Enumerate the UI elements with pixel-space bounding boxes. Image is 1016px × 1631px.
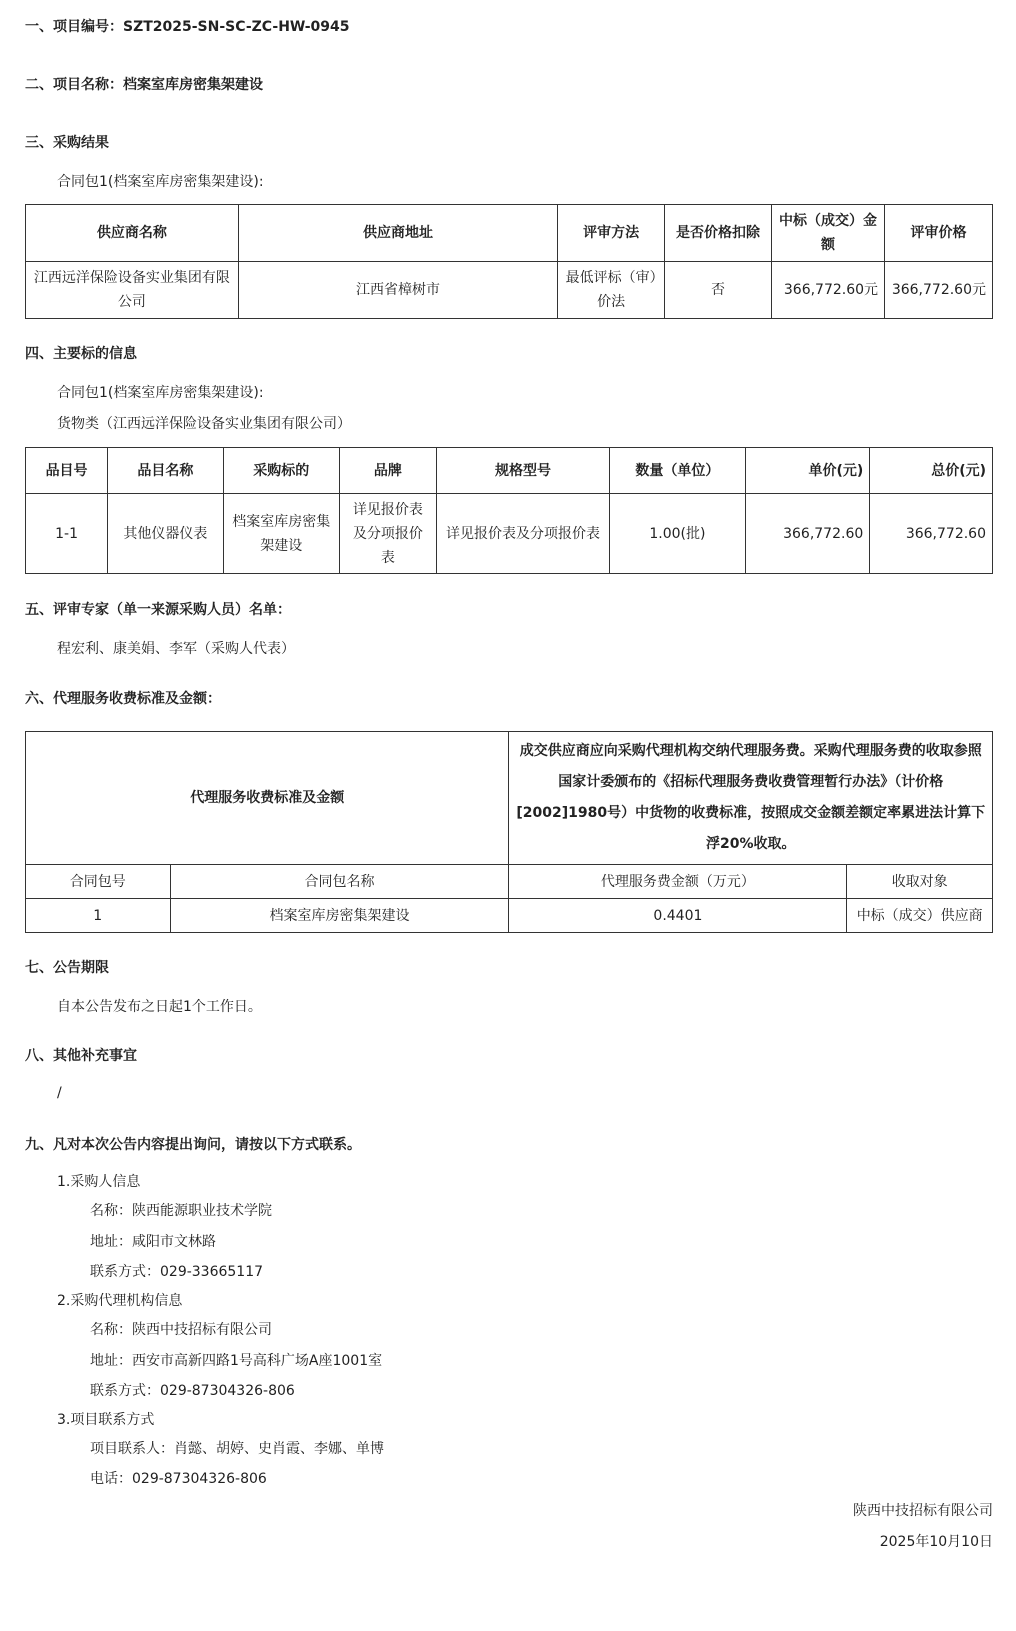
agent-phone: 联系方式：029-87304326-806 — [90, 1383, 295, 1399]
header-cell: 品牌 — [340, 448, 437, 494]
header-cell: 是否价格扣除 — [665, 205, 772, 262]
fee-payer: 中标（成交）供应商 — [847, 899, 993, 933]
item-unit-price: 366,772.60 — [745, 494, 870, 574]
agent-address: 地址：西安市高新四路1号高科广场A座1001室 — [90, 1353, 383, 1369]
buyer-info-title: 1.采购人信息 — [57, 1174, 141, 1190]
footer-company: 陕西中技招标有限公司 — [853, 1503, 993, 1519]
item-brand: 详见报价表及分项报价表 — [340, 494, 437, 574]
header-cell: 评审价格 — [885, 205, 993, 262]
table-row — [26, 899, 993, 933]
notice-period-text: 自本公告发布之日起1个工作日。 — [57, 999, 262, 1015]
header-cell: 供应商名称 — [26, 205, 239, 262]
section-other-matters-title: 八、其他补充事宜 — [25, 1048, 137, 1064]
section-contact-title: 九、凡对本次公告内容提出询问，请按以下方式联系。 — [25, 1137, 361, 1153]
item-subject: 档案室库房密集架建设 — [223, 494, 339, 574]
table-row — [26, 494, 993, 574]
table-header-row — [26, 448, 993, 494]
agent-name: 名称：陕西中技招标有限公司 — [90, 1322, 272, 1338]
header-cell: 规格型号 — [436, 448, 610, 494]
agency-fee-table — [25, 731, 993, 933]
project-contacts: 项目联系人：肖懿、胡婷、史肖霞、李娜、单博 — [90, 1441, 384, 1457]
item-quantity: 1.00(批) — [610, 494, 745, 574]
header-cell: 供应商地址 — [238, 205, 558, 262]
project-name: 二、项目名称：档案室库房密集架建设 — [25, 77, 263, 93]
review-price: 366,772.60元 — [885, 262, 993, 319]
header-cell: 合同包号 — [26, 865, 171, 899]
header-cell: 收取对象 — [847, 865, 993, 899]
section-main-items-title: 四、主要标的信息 — [25, 346, 137, 362]
header-cell: 数量（单位） — [610, 448, 745, 494]
review-method: 最低评标（审）价法 — [558, 262, 665, 319]
section-notice-period-title: 七、公告期限 — [25, 960, 109, 976]
project-contact-title: 3.项目联系方式 — [57, 1412, 155, 1428]
section-procurement-result-title: 三、采购结果 — [25, 135, 109, 151]
header-cell: 中标（成交）金额 — [771, 205, 884, 262]
item-total-price: 366,772.60 — [870, 494, 993, 574]
table-row — [26, 262, 993, 319]
supplier-name: 江西远洋保险设备实业集团有限公司 — [26, 262, 239, 319]
section-experts-title: 五、评审专家（单一来源采购人员）名单： — [25, 602, 291, 618]
result-table — [25, 204, 993, 319]
buyer-address: 地址：咸阳市文林路 — [90, 1234, 216, 1250]
header-cell: 总价(元) — [870, 448, 993, 494]
buyer-name: 名称：陕西能源职业技术学院 — [90, 1203, 272, 1219]
project-number: 一、项目编号：SZT2025-SN-SC-ZC-HW-0945 — [25, 19, 350, 35]
package-number: 1 — [26, 899, 171, 933]
other-matters-text: / — [57, 1085, 62, 1101]
header-cell: 代理服务费金额（万元） — [509, 865, 847, 899]
header-cell: 品目号 — [26, 448, 108, 494]
price-deduction: 否 — [665, 262, 772, 319]
expert-names: 程宏利、康美娟、李军（采购人代表） — [57, 641, 295, 657]
header-cell: 采购标的 — [223, 448, 339, 494]
package-name: 档案室库房密集架建设 — [170, 899, 509, 933]
items-table — [25, 447, 993, 574]
supplier-address: 江西省樟树市 — [238, 262, 558, 319]
section-agency-fee-title: 六、代理服务收费标准及金额： — [25, 691, 221, 707]
item-name: 其他仪器仪表 — [108, 494, 223, 574]
contract-package-label: 合同包1(档案室库房密集架建设): — [57, 385, 264, 401]
fee-standard-text: 成交供应商应向采购代理机构交纳代理服务费。采购代理服务费的收取参照国家计委颁布的《招标代理服务费收费管理暂行办法》（计价格[2002]1980号）中货物的收费标准，按照成交金额差额定率累进法计算下浮20%收取。 — [509, 732, 993, 865]
header-cell: 合同包名称 — [170, 865, 509, 899]
table-header-row — [26, 205, 993, 262]
goods-category: 货物类（江西远洋保险设备实业集团有限公司） — [57, 416, 351, 432]
item-spec: 详见报价表及分项报价表 — [436, 494, 610, 574]
agent-info-title: 2.采购代理机构信息 — [57, 1293, 183, 1309]
fee-standard-row — [26, 732, 993, 865]
footer-date: 2025年10月10日 — [879, 1534, 993, 1550]
item-number: 1-1 — [26, 494, 108, 574]
header-cell: 单价(元) — [745, 448, 870, 494]
header-cell: 评审方法 — [558, 205, 665, 262]
project-phone: 电话：029-87304326-806 — [90, 1471, 267, 1487]
contract-package-label: 合同包1(档案室库房密集架建设): — [57, 174, 264, 190]
buyer-phone: 联系方式：029-33665117 — [90, 1264, 264, 1280]
fee-standard-label: 代理服务收费标准及金额 — [26, 732, 509, 865]
table-header-row — [26, 865, 993, 899]
header-cell: 品目名称 — [108, 448, 223, 494]
agency-fee-amount: 0.4401 — [509, 899, 847, 933]
award-amount: 366,772.60元 — [771, 262, 884, 319]
